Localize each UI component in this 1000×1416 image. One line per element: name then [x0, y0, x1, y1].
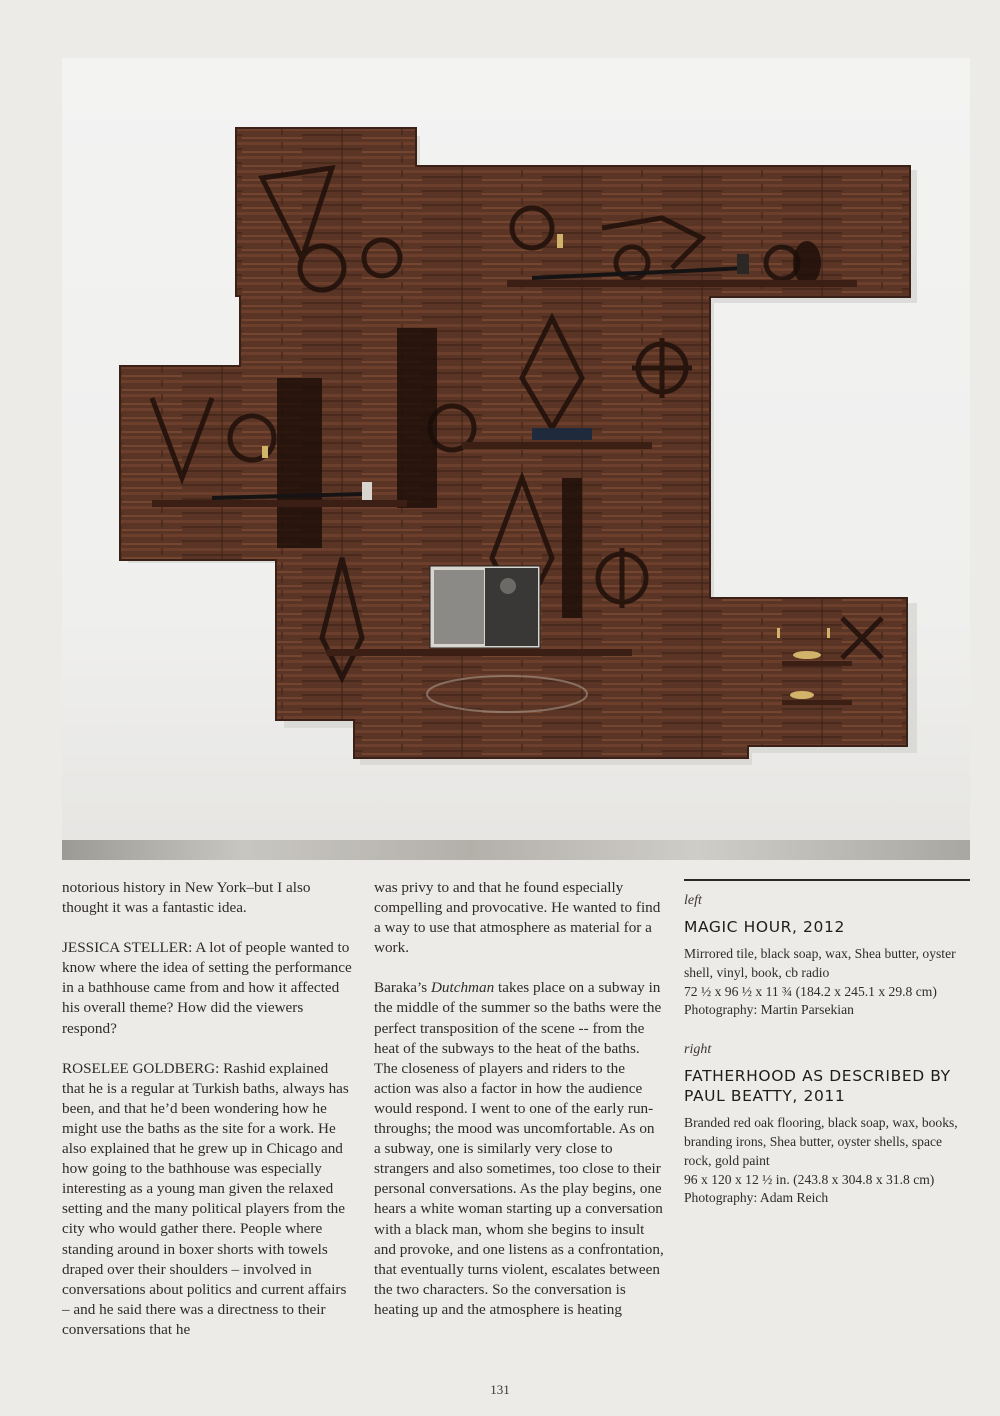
wood-panel-artwork-icon: [62, 58, 970, 860]
text-run: Baraka’s: [374, 979, 431, 997]
paragraph: [374, 978, 664, 1320]
caption-dimensions-left: 72 ½ x 96 ½ x 11 ¾ (184.2 x 245.1 x 29.8 cm): [684, 983, 937, 999]
artwork-photo: [62, 58, 970, 860]
caption-materials-right: Branded red oak flooring, black soap, wax, books, branding irons, Shea butter, oyster shells, space rock, gold paint: [684, 1115, 958, 1168]
paragraph: JESSICA STELLER: A lot of people wanted to know where the idea of setting the performance in a bathhouse came from and how it affected his overall theme? How did the viewers respond?: [62, 939, 352, 1037]
paragraph: notorious history in New York–but I also thought it was a fantastic idea.: [62, 879, 311, 917]
floor-strip: [62, 840, 970, 860]
body-column-1: [62, 878, 352, 1340]
image-caption: [684, 879, 970, 1208]
paragraph: ROSELEE GOLDBERG: Rashid explained that he is a regular at Turkish baths, always has been, and that he’d been wondering how he might use the baths as the site for a work. He also explained that he grew up in Chicago and how going to the bathhouse was especially interesting as a young man given the relaxed setting and the many political players from the city who would gather there. People where standing around in boxer shorts with towels draped over their shoulders – involved in conversations about politics and current affairs – and he said there was a directness to their conversations that he: [62, 1059, 349, 1338]
play-title: Dutchman: [430, 979, 495, 997]
text-run: takes place on a subway in the middle of the summer so the baths were the perfect transposition of the scene -- from the heat of the subways to the heat of the baths. The closeness of players and riders to the action was also a factor in how the audience would respond. I went to one of the early run-throughs; the mood was uncomfortable. As on a subway, one is similarly very close to strangers and also sometimes, too close to their personal conversations. As the play begins, one hears a white woman starting up a conversation with a black man, whom she begins to insult and provoke, and one listens as a confrontation, that eventually turns violent, escalates between the two characters. So the conversation is heating up and the atmosphere is heating: [374, 979, 664, 1318]
page-number: 131: [490, 1382, 510, 1397]
paragraph: was privy to and that he found especially compelling and provocative. He wanted to find a way to use that atmosphere as material for a work.: [374, 879, 661, 957]
caption-materials-left: Mirrored tile, black soap, wax, Shea butter, oyster shell, vinyl, book, cb radio: [684, 946, 956, 980]
caption-title-left: MAGIC HOUR, 2012: [684, 918, 845, 936]
caption-credit-left: Photography: Martin Parsekian: [684, 1002, 854, 1018]
caption-label-right: right: [684, 1042, 712, 1058]
caption-credit-right: Photography: Adam Reich: [684, 1190, 829, 1206]
body-column-2: [374, 878, 664, 1320]
caption-label-left: left: [684, 893, 702, 908]
caption-dimensions-right: 96 x 120 x 12 ½ in. (243.8 x 304.8 x 31.8 cm): [684, 1171, 935, 1187]
caption-title-right: FATHERHOOD AS DESCRIBED BY PAUL BEATTY, 2011: [684, 1067, 951, 1106]
